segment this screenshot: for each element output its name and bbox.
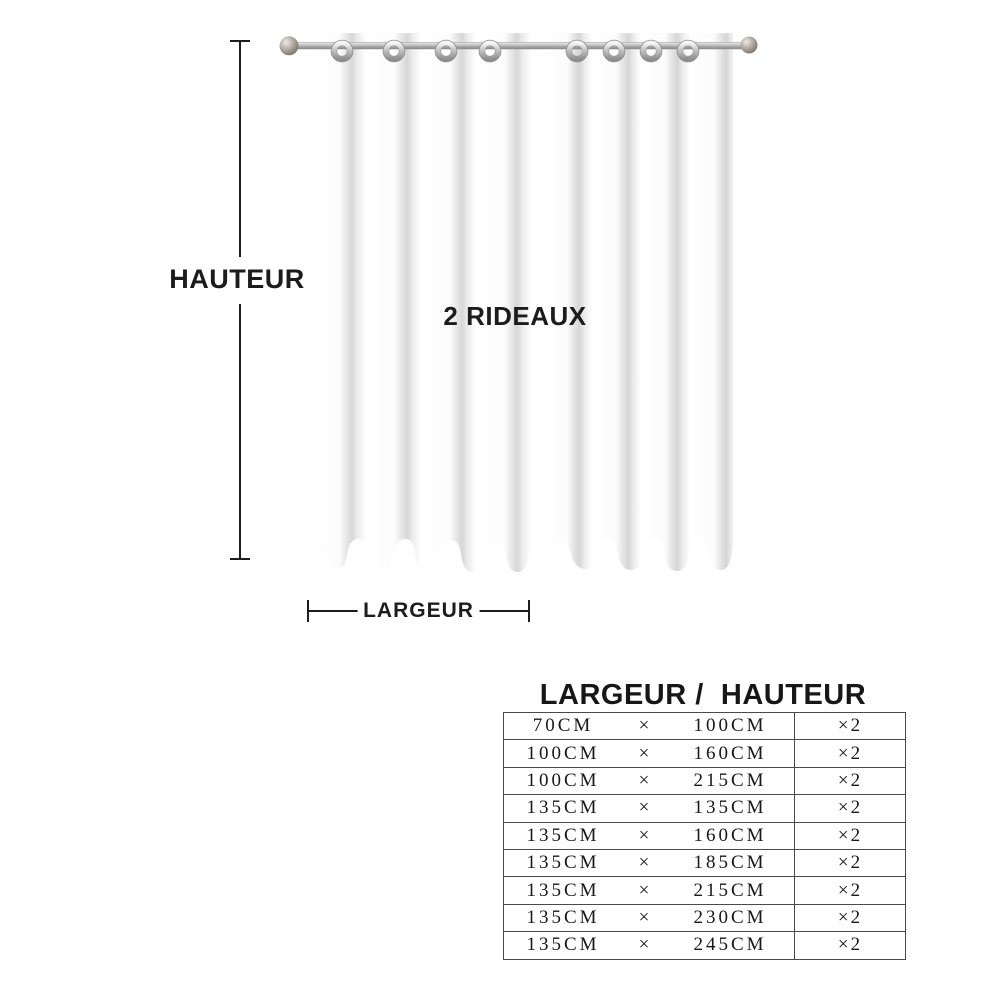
quantity-value: ×2 bbox=[794, 768, 905, 794]
quantity-value: ×2 bbox=[794, 823, 905, 849]
hauteur-line-upper bbox=[239, 41, 241, 257]
largeur-value: 70CM bbox=[532, 715, 594, 737]
largeur-value: 135CM bbox=[526, 797, 600, 819]
size-table-title: LARGEUR / HAUTEUR bbox=[539, 679, 867, 711]
table-row bbox=[504, 876, 905, 903]
multiply-icon: × bbox=[638, 742, 650, 764]
largeur-value: 135CM bbox=[526, 879, 600, 901]
quantity-value: ×2 bbox=[794, 905, 905, 931]
largeur-value: 135CM bbox=[526, 934, 600, 956]
hauteur-value: 160CM bbox=[693, 824, 767, 846]
quantity-value: ×2 bbox=[794, 850, 905, 876]
multiply-icon: × bbox=[638, 769, 650, 791]
rod-finial-right-icon bbox=[741, 37, 758, 54]
largeur-value: 135CM bbox=[526, 824, 600, 846]
table-row bbox=[504, 739, 905, 766]
hauteur-value: 215CM bbox=[693, 879, 767, 901]
table-row bbox=[504, 794, 905, 821]
hauteur-line-lower bbox=[239, 304, 241, 559]
hauteur-value: 160CM bbox=[693, 742, 767, 764]
hauteur-value: 215CM bbox=[693, 769, 767, 791]
multiply-icon: × bbox=[638, 797, 650, 819]
hauteur-value: 135CM bbox=[693, 797, 767, 819]
curtain-rod bbox=[294, 43, 744, 50]
largeur-tick-left bbox=[307, 600, 309, 622]
largeur-tick-right bbox=[528, 600, 530, 622]
quantity-value: ×2 bbox=[794, 713, 905, 739]
table-row bbox=[504, 767, 905, 794]
largeur-label: LARGEUR bbox=[357, 599, 480, 623]
quantity-value: ×2 bbox=[794, 877, 905, 903]
largeur-value: 100CM bbox=[526, 742, 600, 764]
multiply-icon: × bbox=[638, 879, 650, 901]
table-row bbox=[504, 904, 905, 931]
multiply-icon: × bbox=[638, 852, 650, 874]
table-row bbox=[504, 849, 905, 876]
table-row bbox=[504, 713, 905, 739]
multiply-icon: × bbox=[638, 715, 650, 737]
largeur-value: 135CM bbox=[526, 906, 600, 928]
multiply-icon: × bbox=[638, 906, 650, 928]
multiply-icon: × bbox=[638, 824, 650, 846]
largeur-dimension bbox=[307, 600, 530, 624]
multiply-icon: × bbox=[638, 934, 650, 956]
quantity-value: ×2 bbox=[794, 795, 905, 821]
hauteur-tick-bottom bbox=[230, 558, 250, 560]
table-row bbox=[504, 931, 905, 958]
rod-finial-left-icon bbox=[280, 36, 299, 55]
table-row bbox=[504, 822, 905, 849]
quantity-value: ×2 bbox=[794, 740, 905, 766]
hauteur-label: HAUTEUR bbox=[169, 264, 305, 294]
hauteur-value: 185CM bbox=[693, 852, 767, 874]
largeur-value: 135CM bbox=[526, 852, 600, 874]
largeur-value: 100CM bbox=[526, 769, 600, 791]
hauteur-value: 245CM bbox=[693, 934, 767, 956]
size-table bbox=[503, 712, 906, 960]
hauteur-value: 100CM bbox=[693, 715, 767, 737]
hauteur-value: 230CM bbox=[693, 906, 767, 928]
panels-count-label: 2 RIDEAUX bbox=[443, 301, 587, 331]
quantity-value: ×2 bbox=[794, 932, 905, 958]
